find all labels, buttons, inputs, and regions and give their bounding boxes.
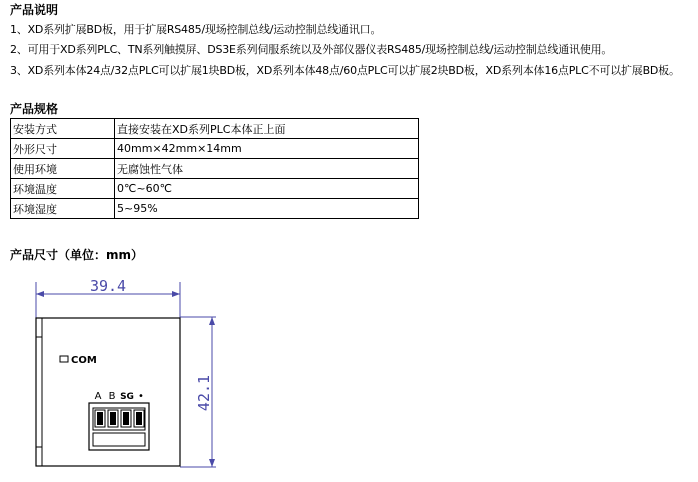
spec-key: 外形尺寸: [11, 139, 115, 159]
arrow-left-icon: [36, 291, 44, 297]
spec-value: 无腐蚀性气体: [115, 159, 419, 179]
terminal-screw-head: [136, 412, 142, 425]
pin-label-sg: SG: [120, 392, 134, 402]
description-line-3: 3、XD系列本体24点/32点PLC可以扩展1块BD板，XD系列本体48点/60点PLC可以扩展2块BD板，XD系列本体16点PLC不可以扩展BD板。: [10, 64, 680, 77]
com-led-icon: [60, 356, 68, 362]
section-title-spec: 产品规格: [10, 102, 59, 116]
spec-table: [10, 118, 419, 219]
width-label: 39.4: [89, 277, 127, 295]
table-row: [11, 139, 419, 159]
pin-label-a: A: [94, 391, 102, 402]
description-line-1: 1、XD系列扩展BD板，用于扩展RS485/现场控制总线/运动控制总线通讯口。: [10, 23, 382, 36]
dimension-drawing: [0, 262, 240, 477]
spec-key: 环境温度: [11, 179, 115, 199]
spec-key: 使用环境: [11, 159, 115, 179]
height-label: 42.1: [195, 374, 213, 412]
spec-key: 环境湿度: [11, 199, 115, 219]
table-row: [11, 159, 419, 179]
pin-label-dot: •: [138, 391, 144, 402]
terminal-screw-head: [97, 412, 103, 425]
spec-value: 0℃~60℃: [115, 179, 419, 199]
description-line-2: 2、可用于XD系列PLC、TN系列触摸屏、DS3E系列伺服系统以及外部仪器仪表RS485/现场控制总线/运动控制总线通讯使用。: [10, 43, 613, 56]
terminal-lower-plate: [93, 433, 145, 446]
arrow-up-icon: [209, 317, 215, 325]
spec-value: 5~95%: [115, 199, 419, 219]
section-title-dimensions: 产品尺寸（单位：mm）: [10, 248, 144, 262]
com-label: COM: [71, 355, 97, 366]
terminal-screw-head: [123, 412, 129, 425]
spec-value: 直接安装在XD系列PLC本体正上面: [115, 119, 419, 139]
spec-value: 40mm×42mm×14mm: [115, 139, 419, 159]
section-title-description: 产品说明: [10, 3, 59, 17]
pin-label-b: B: [108, 391, 116, 402]
spec-key: 安装方式: [11, 119, 115, 139]
table-row: [11, 119, 419, 139]
terminal-screw-head: [110, 412, 116, 425]
arrow-right-icon: [172, 291, 180, 297]
arrow-down-icon: [209, 459, 215, 467]
table-row: [11, 199, 419, 219]
table-row: [11, 179, 419, 199]
